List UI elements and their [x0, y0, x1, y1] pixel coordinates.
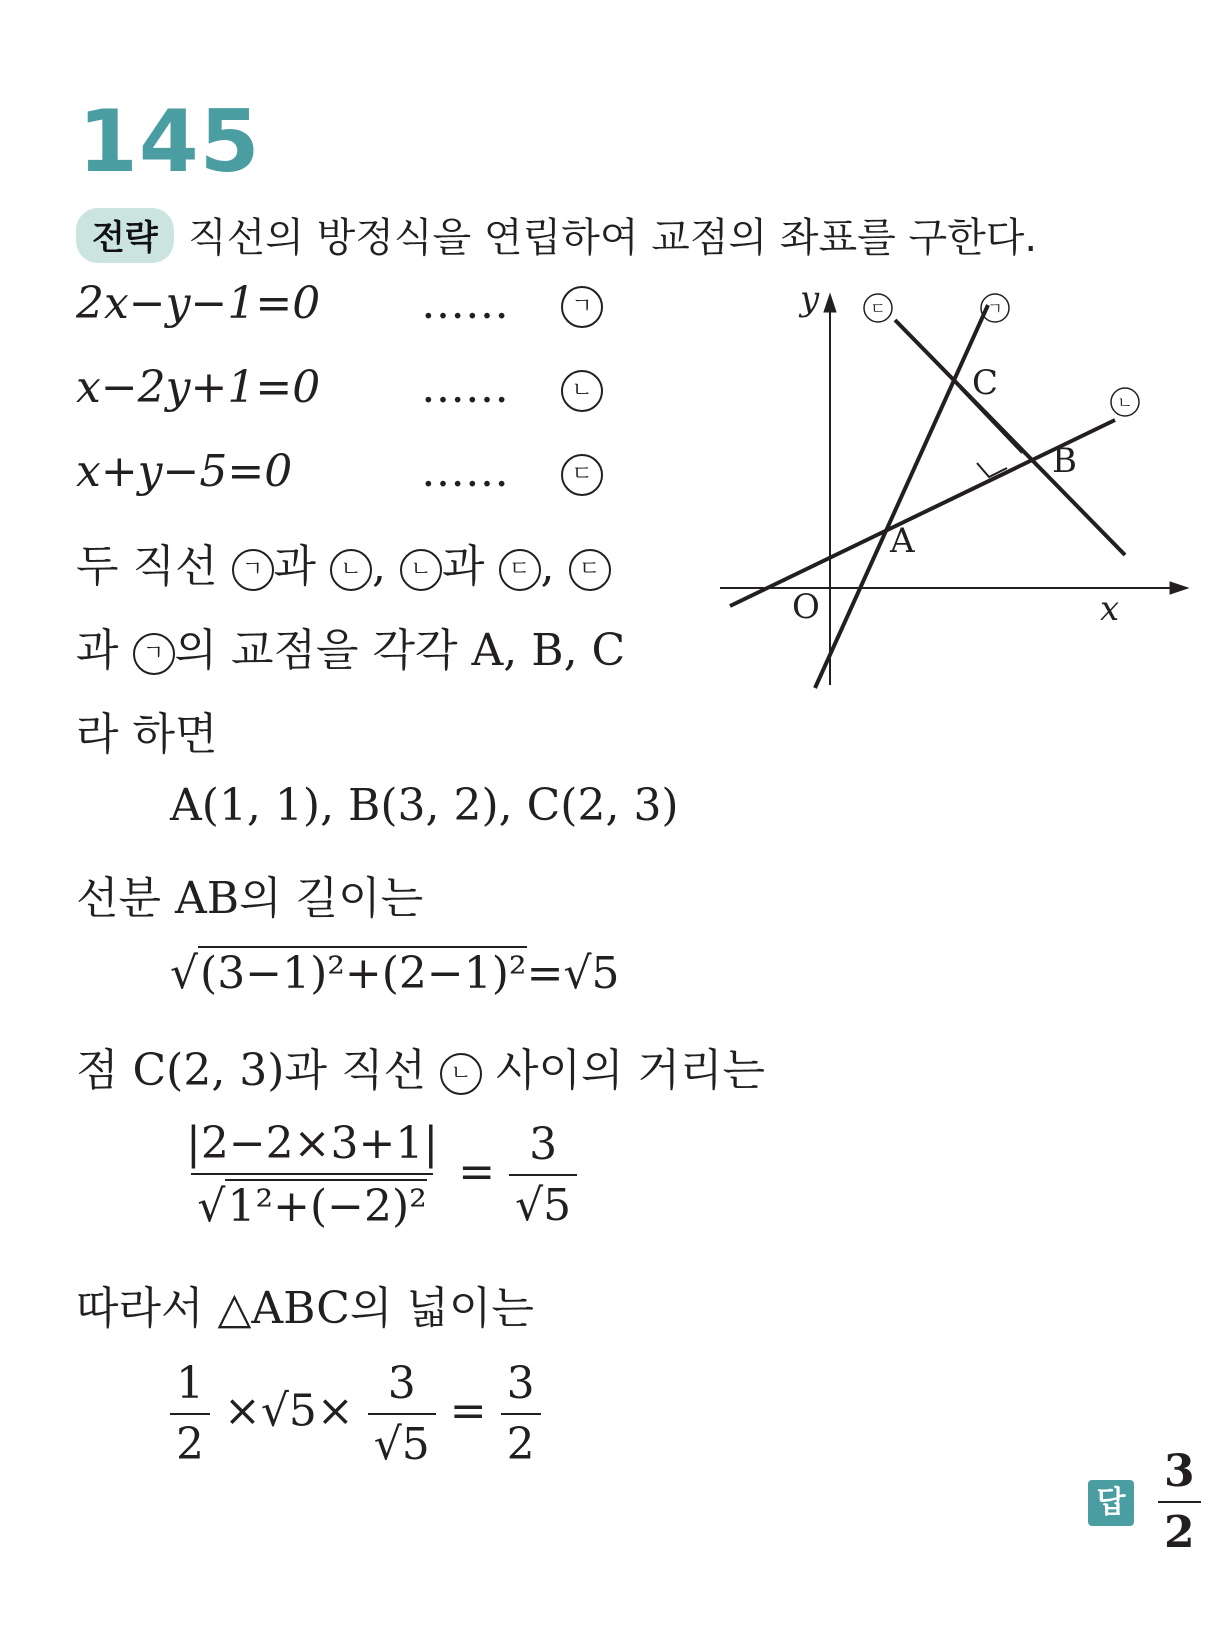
numerator: 3 — [387, 1358, 416, 1409]
fraction-dist — [368, 1358, 436, 1470]
denominator: 2 — [501, 1413, 541, 1470]
intersection-points: A(1, 1), B(3, 2), C(2, 3) — [170, 780, 679, 831]
point-c-label: C — [972, 363, 999, 403]
distance-text — [76, 1034, 765, 1098]
distance-expr — [180, 1118, 577, 1232]
equation-expr: 2x−y−1=0 — [76, 278, 321, 329]
sqrt-sign: √ — [170, 948, 199, 999]
denominator: 2 — [170, 1413, 210, 1470]
circled-mark: ㄱ — [232, 549, 274, 591]
numerator: 3 — [506, 1358, 535, 1409]
numerator: 1 — [176, 1358, 204, 1409]
y-axis-arrow — [824, 294, 836, 312]
x-axis-arrow — [1170, 582, 1188, 594]
answer-numerator: 3 — [1164, 1446, 1195, 1497]
equation-dots: …… — [421, 362, 509, 413]
denominator: √5 — [368, 1413, 436, 1470]
distance-text-a: 점 C(2, 3)과 직선 — [76, 1045, 426, 1096]
equation-1 — [76, 278, 593, 329]
intersection-diagram — [720, 280, 1190, 710]
circled-mark: ㄱ — [561, 286, 603, 328]
intro-text: 과 — [442, 541, 485, 592]
circled-mark: ㄱ — [133, 633, 175, 675]
numerator: 3 — [529, 1119, 558, 1170]
equation-dots: …… — [421, 278, 509, 329]
equation-expr: x+y−5=0 — [76, 446, 293, 497]
circled-mark: ㄴ — [561, 370, 603, 412]
distance-text-b: 사이의 거리는 — [495, 1045, 765, 1096]
intro-text: 과 — [76, 625, 119, 676]
circled-mark: ㄴ — [440, 1053, 482, 1095]
line-1 — [815, 305, 988, 688]
intro-text: , — [540, 541, 555, 592]
denominator: √5 — [509, 1174, 577, 1231]
x-axis-label: x — [1100, 589, 1120, 629]
point-b-label: B — [1052, 441, 1077, 481]
line-2-mark: ㄴ — [1117, 393, 1133, 412]
radicand: (3−1)²+(2−1)² — [200, 948, 527, 999]
ab-length-text: 선분 AB의 길이는 — [76, 873, 424, 924]
circled-mark: ㄷ — [561, 454, 603, 496]
radicand: 1²+(−2)² — [227, 1181, 427, 1232]
intro-text: 과 — [273, 541, 317, 592]
intro-text: , — [372, 541, 387, 592]
answer-badge: 답 — [1088, 1480, 1134, 1526]
y-axis-label: y — [800, 280, 820, 319]
line-1-mark: ㄱ — [987, 299, 1003, 318]
area-middle: ×√5× — [224, 1385, 354, 1437]
answer-denominator: 2 — [1158, 1501, 1201, 1558]
area-result — [501, 1358, 541, 1470]
area-intro: 따라서 △ABC의 넓이는 — [76, 1283, 534, 1334]
ab-length-expr — [170, 946, 619, 999]
origin-label: O — [792, 587, 820, 627]
equation-expr: x−2y+1=0 — [76, 362, 321, 413]
intro-line-3: 라 하면 — [76, 709, 218, 760]
distance-fraction — [180, 1118, 444, 1232]
circled-mark: ㄴ — [330, 549, 372, 591]
numerator: |2−2×3+1| — [186, 1118, 439, 1169]
strategy-badge: 전략 — [76, 208, 174, 263]
fraction-half — [170, 1358, 210, 1470]
circled-mark: ㄴ — [400, 549, 442, 591]
circled-mark: ㄷ — [569, 549, 611, 591]
equals: = — [458, 1146, 496, 1198]
point-a-label: A — [890, 521, 915, 561]
circled-mark: ㄷ — [499, 549, 541, 591]
equation-dots: …… — [421, 446, 509, 497]
line-3-mark: ㄷ — [870, 299, 886, 318]
intro-line-2 — [76, 614, 625, 678]
equation-3 — [76, 446, 593, 497]
intro-text: 두 직선 — [76, 541, 218, 592]
intro-text: 의 교점을 각각 A, B, C — [174, 625, 626, 676]
answer-fraction — [1158, 1446, 1201, 1558]
area-expr — [170, 1358, 541, 1470]
strategy-text: 직선의 방정식을 연립하여 교점의 좌표를 구한다. — [188, 215, 1038, 261]
equation-2 — [76, 362, 593, 413]
ab-result: =√5 — [526, 948, 620, 999]
denominator: √1²+(−2)² — [191, 1173, 432, 1232]
intro-line-1 — [76, 530, 611, 594]
equals: = — [449, 1385, 487, 1437]
distance-result — [509, 1119, 577, 1231]
problem-number: 145 — [78, 92, 261, 192]
